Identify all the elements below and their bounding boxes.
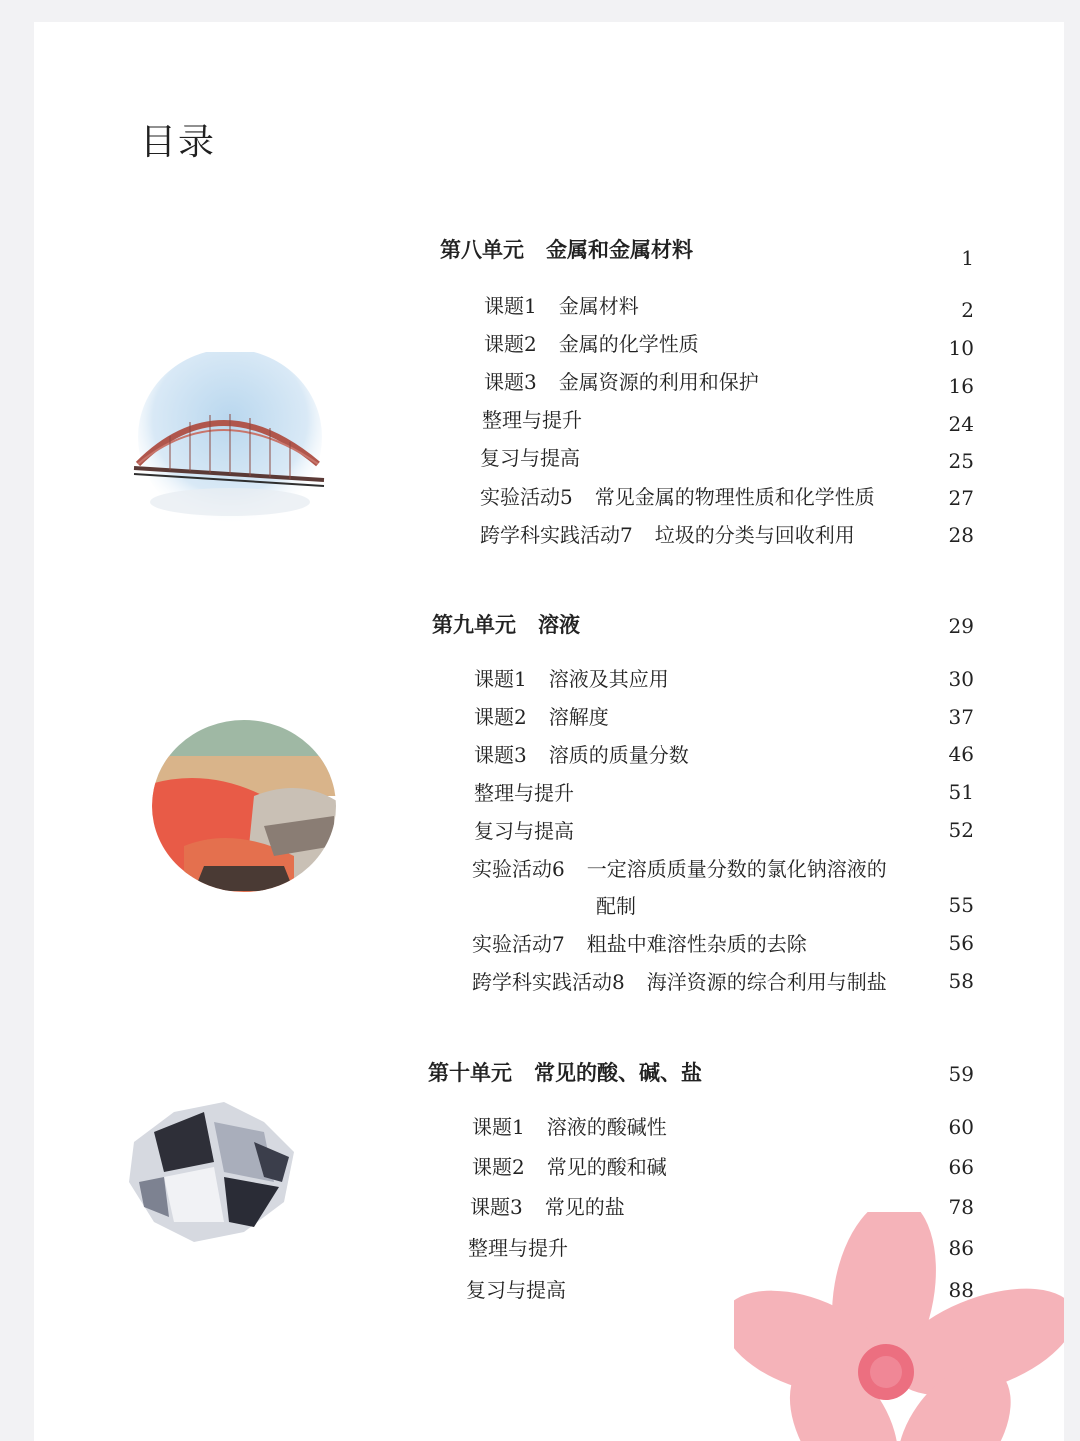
toc-item[interactable]: 课题1 溶液的酸碱性 — [472, 1115, 667, 1139]
page-number: 24 — [948, 412, 974, 436]
toc-item[interactable]: 整理与提升 — [474, 781, 574, 805]
page-number: 86 — [948, 1236, 974, 1260]
toc-item[interactable]: 复习与提高 — [480, 446, 580, 470]
toc-page — [34, 22, 1064, 1441]
page-number: 37 — [948, 705, 974, 729]
toc-item[interactable]: 整理与提升 — [468, 1236, 568, 1260]
page-number: 88 — [948, 1278, 974, 1302]
toc-item[interactable]: 跨学科实践活动7 垃圾的分类与回收利用 — [480, 523, 855, 547]
page-number: 58 — [948, 969, 974, 993]
page-number: 56 — [948, 931, 974, 955]
toc-item[interactable]: 实验活动6 一定溶质质量分数的氯化钠溶液的 — [472, 857, 887, 881]
toc-item[interactable]: 课题3 金属资源的利用和保护 — [484, 370, 759, 394]
page-number: 66 — [948, 1155, 974, 1179]
toc-item[interactable]: 课题2 常见的酸和碱 — [472, 1155, 667, 1179]
page-number: 51 — [948, 780, 974, 804]
salt-pan-illustration — [144, 716, 344, 896]
unit-heading[interactable]: 第十单元 常见的酸、碱、盐 — [428, 1060, 702, 1085]
toc-item[interactable]: 实验活动5 常见金属的物理性质和化学性质 — [480, 485, 875, 509]
page-number: 59 — [948, 1062, 974, 1086]
page-number: 60 — [948, 1115, 974, 1139]
toc-item[interactable]: 课题1 溶液及其应用 — [474, 667, 669, 691]
toc-item[interactable]: 课题2 溶解度 — [474, 705, 609, 729]
toc-item[interactable]: 课题3 溶质的质量分数 — [474, 743, 689, 767]
toc-item[interactable]: 课题2 金属的化学性质 — [484, 332, 699, 356]
page-number: 52 — [948, 818, 974, 842]
toc-item[interactable]: 课题1 金属材料 — [484, 294, 639, 318]
unit-heading[interactable]: 第八单元 金属和金属材料 — [440, 237, 693, 262]
toc-item[interactable]: 复习与提高 — [474, 819, 574, 843]
toc-item[interactable]: 整理与提升 — [482, 408, 582, 432]
flower-decoration — [734, 1212, 1064, 1441]
page-number: 55 — [948, 893, 974, 917]
page-number: 25 — [948, 449, 974, 473]
page-number: 28 — [948, 523, 974, 547]
page-number: 29 — [948, 614, 974, 638]
toc-item[interactable]: 实验活动7 粗盐中难溶性杂质的去除 — [472, 932, 807, 956]
page-number: 78 — [948, 1195, 974, 1219]
page-number: 10 — [948, 336, 974, 360]
toc-item-continuation: 配制 — [596, 894, 636, 918]
toc-item[interactable]: 跨学科实践活动8 海洋资源的综合利用与制盐 — [472, 970, 887, 994]
page-number: 16 — [948, 374, 974, 398]
unit-heading[interactable]: 第九单元 溶液 — [432, 612, 580, 637]
page-number: 2 — [961, 298, 974, 322]
mineral-rock-illustration — [114, 1082, 314, 1262]
page-title: 目录 — [140, 122, 217, 163]
page-number: 27 — [948, 486, 974, 510]
toc-item[interactable]: 复习与提高 — [466, 1278, 566, 1302]
page-number: 1 — [961, 246, 974, 270]
page-number: 46 — [948, 742, 974, 766]
toc-item[interactable]: 课题3 常见的盐 — [470, 1195, 625, 1219]
page-number: 30 — [948, 667, 974, 691]
bridge-illustration — [130, 352, 330, 532]
